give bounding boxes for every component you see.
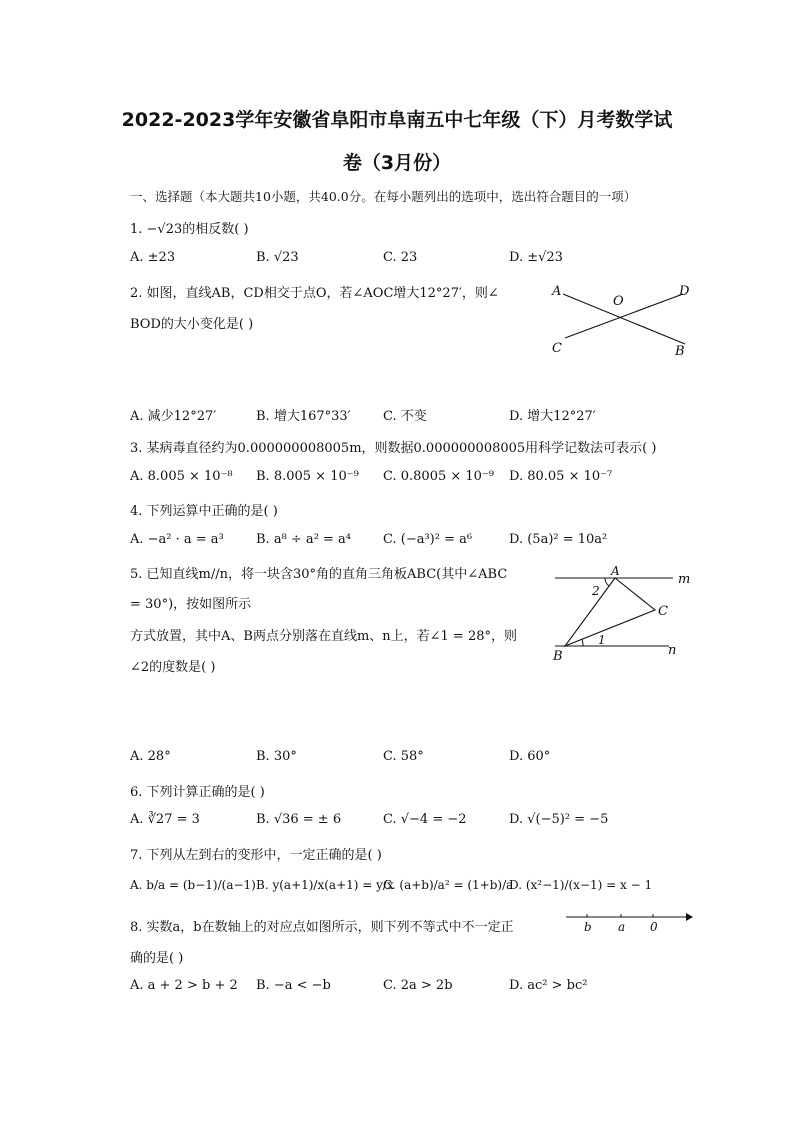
label-b: b [584,920,592,934]
q2-option-b: B. 增大167°33′ [256,409,351,424]
line-ab [563,294,685,344]
q1-stem: 1. −√23的相反数( ) [130,222,249,237]
label-c: C [658,604,668,619]
q3-option-b: B. 8.005 × 10⁻⁹ [256,469,359,484]
q6-option-a: A. ∛27 = 3 [130,812,200,827]
q5-stem-line3: 方式放置，其中A、B两点分别落在直线m、n上，若∠1 = 28°，则 [130,629,518,644]
q5-option-c: C. 58° [383,749,424,764]
q5-option-b: B. 30° [256,749,297,764]
q2-option-d: D. 增大12°27′ [509,409,596,424]
label-angle-1: 1 [598,633,606,647]
q6-option-b: B. √36 = ± 6 [256,812,342,827]
q5-option-d: D. 60° [509,749,551,764]
q7-stem: 7. 下列从左到右的变形中，一定正确的是( ) [130,848,382,863]
q6-option-c: C. √−4 = −2 [383,812,467,827]
q4-option-c: C. (−a³)² = a⁶ [383,532,473,547]
q5-stem-line1: 5. 已知直线m//n，将一块含30°角的直角三角板ABC(其中∠ABC [130,567,508,582]
label-d: D [679,284,690,299]
q7-option-d: D. (x²−1)/(x−1) = x − 1 [509,878,653,892]
page-title-line1: 2022-2023学年安徽省阜阳市阜南五中七年级（下）月考数学试 [121,109,673,131]
line-cd [565,294,683,338]
q7-option-c: C. (a+b)/a² = (1+b)/a [383,878,514,892]
label-n: n [668,643,677,658]
label-b: B [553,649,563,662]
q2-option-a: A. 减少12°27′ [130,409,217,424]
q8-stem-line2: 确的是( ) [130,951,184,966]
label-a: A [611,564,620,578]
angle-2-arc [605,578,609,586]
section-heading: 一、选择题（本大题共10小题，共40.0分。在每小题列出的选项中，选出符合题目的一项） [130,189,637,204]
q8-option-b: B. −a < −b [256,978,331,993]
label-o: O [613,294,624,309]
axis-arrow-icon [686,913,693,921]
q2-figure [545,278,705,363]
q5-stem-line2: = 30°)，按如图所示 [130,597,252,612]
q1-option-b: B. √23 [256,250,299,265]
label-a: a [618,920,626,934]
q5-option-a: A. 28° [130,749,171,764]
q1-option-d: D. ±√23 [509,250,563,265]
q7-option-a: A. b/a = (b−1)/(a−1) [130,878,256,892]
q8-number-line [560,908,695,938]
q2-stem-line1: 2. 如图，直线AB，CD相交于点O，若∠AOC增大12°27′，则∠ [130,286,499,301]
q1-option-c: C. 23 [383,250,418,265]
q6-option-d: D. √(−5)² = −5 [509,812,609,827]
label-angle-2: 2 [592,584,600,598]
q8-option-a: A. a + 2 > b + 2 [130,978,238,993]
q3-stem: 3. 某病毒直径约为0.000000008005m，则数据0.000000008005用科学记数法可表示( ) [130,441,657,456]
label-c: C [552,341,562,356]
q1-option-a: A. ±23 [130,250,176,265]
q6-stem: 6. 下列计算正确的是( ) [130,785,265,800]
page-title-line2: 卷（3月份） [342,152,452,174]
label-b: B [675,344,685,359]
q8-option-d: D. ac² > bc² [509,978,588,993]
triangle-abc [565,578,655,646]
label-a: A [552,284,562,299]
q4-option-b: B. a⁸ ÷ a² = a⁴ [256,532,352,547]
q7-option-b: B. y(a+1)/x(a+1) = y/x [256,878,394,892]
q2-option-c: C. 不变 [383,409,427,424]
q5-figure [545,562,705,662]
q3-option-d: D. 80.05 × 10⁻⁷ [509,469,613,484]
q3-option-a: A. 8.005 × 10⁻⁸ [130,469,233,484]
q8-option-c: C. 2a > 2b [383,978,453,993]
q3-option-c: C. 0.8005 × 10⁻⁹ [383,469,495,484]
q4-option-a: A. −a² · a = a³ [130,532,224,547]
angle-1-arc [582,639,583,646]
q8-stem-line1: 8. 实数a，b在数轴上的对应点如图所示，则下列不等式中不一定正 [130,920,514,935]
q4-stem: 4. 下列运算中正确的是( ) [130,504,278,519]
q5-stem-line4: ∠2的度数是( ) [130,660,216,675]
q4-option-d: D. (5a)² = 10a² [509,532,608,547]
label-zero: 0 [650,920,658,934]
q2-stem-line2: BOD的大小变化是( ) [130,317,254,332]
label-m: m [678,572,691,587]
